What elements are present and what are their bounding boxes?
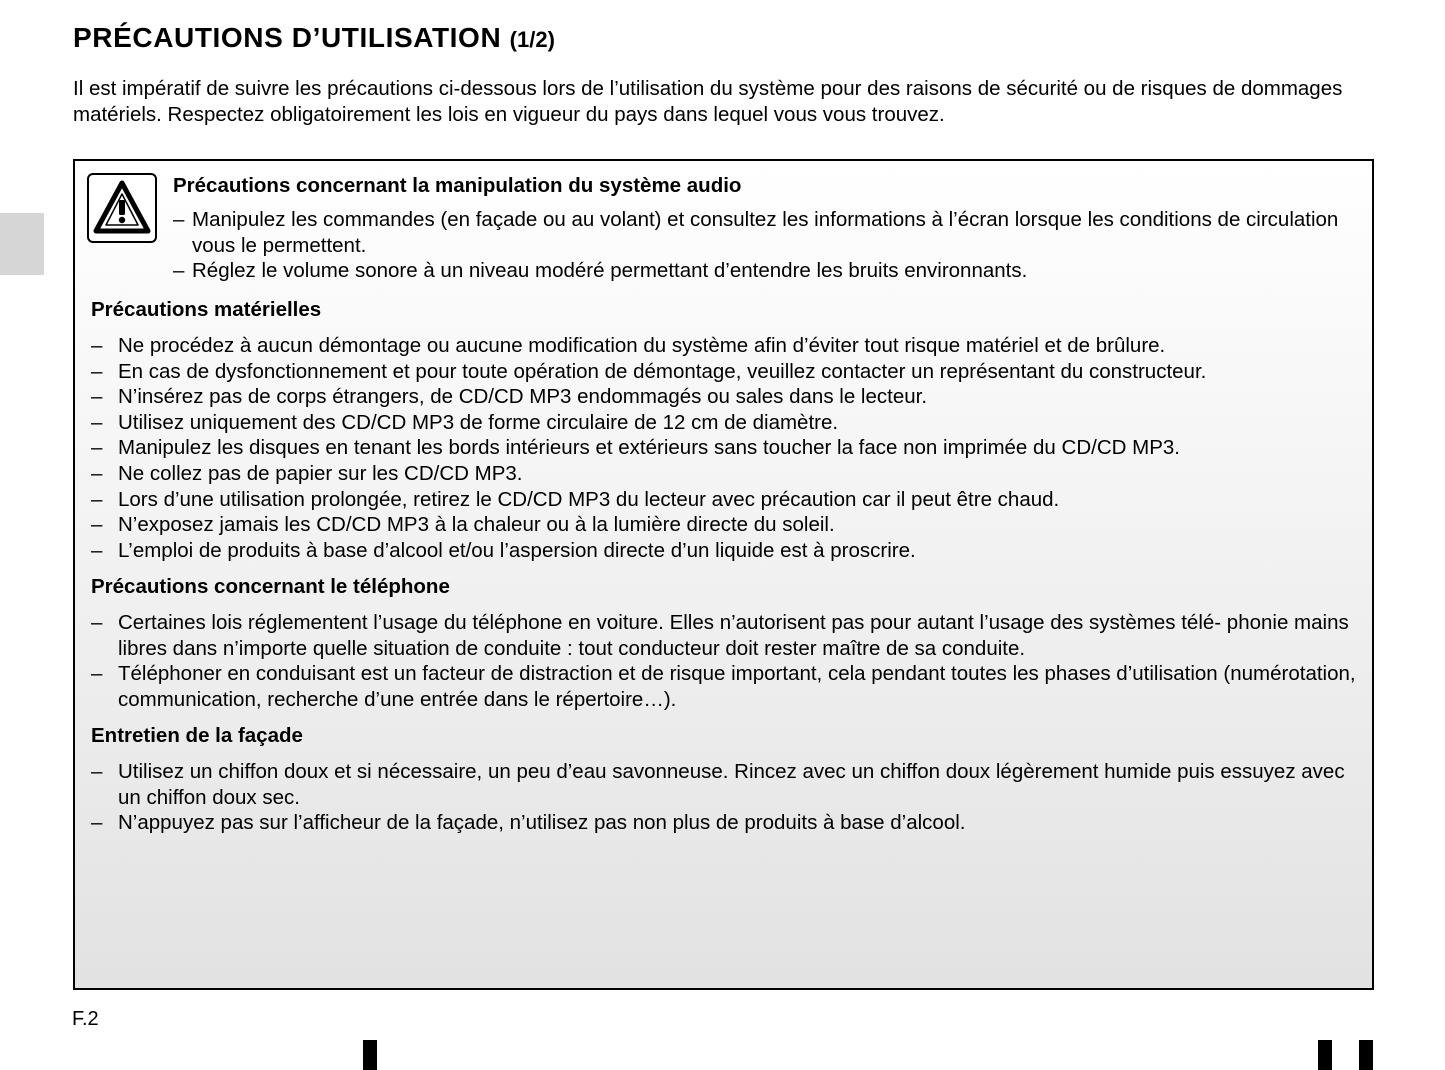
section-list [91, 333, 1361, 563]
page-part-indicator: (1/2) [509, 27, 555, 52]
list-item: – Lors d’une utilisation prolongée, retirez le CD/CD MP3 du lecteur avec précaution car il peut être chaud. [91, 487, 1361, 513]
crop-mark [1318, 1040, 1332, 1070]
warning-triangle-icon [87, 173, 157, 243]
list-item: – Ne procédez à aucun démontage ou aucune modification du système afin d’éviter tout risque matériel et de brûlure. [91, 333, 1361, 359]
list-item: – N’appuyez pas sur l’afficheur de la façade, n’utilisez pas non plus de produits à base d’alcool. [91, 810, 1361, 836]
list-item: – Manipulez les disques en tenant les bords intérieurs et extérieurs sans toucher la face non imprimée du CD/CD MP3. [91, 435, 1361, 461]
section-title: Précautions matérielles [91, 298, 322, 321]
crop-mark [363, 1040, 377, 1070]
list-item: – Certaines lois réglementent l’usage du téléphone en voiture. Elles n’autorisent pas pour autant l’usage des systèmes télé- phonie mains libres dans n’importe quelle situation de conduite : tout conducteur doit rester maître de sa conduite. [91, 610, 1361, 661]
section-phone-precautions [91, 574, 1361, 712]
section-list [91, 610, 1361, 712]
section-title: Entretien de la façade [91, 724, 303, 747]
list-item: – Utilisez un chiffon doux et si nécessaire, un peu d’eau savonneuse. Rincez avec un chiffon doux légèrement humide puis essuyez avec un chiffon doux sec. [91, 759, 1361, 810]
list-item: – Téléphoner en conduisant est un facteur de distraction et de risque important, cela pendant toutes les phases d’utilisation (numérotation, communication, recherche d’une entrée dans le répertoire…). [91, 661, 1361, 712]
list-item: – L’emploi de produits à base d’alcool et/ou l’aspersion directe d’un liquide est à proscrire. [91, 538, 1361, 564]
section-audio-handling [173, 173, 1363, 284]
intro-paragraph: Il est impératif de suivre les précautions ci-dessous lors de l’utilisation du système pour des raisons de sécurité ou de risques de dommages matériels. Respectez obligatoirement les lois en vigueur du pays dans lequel vous vous trouvez. [73, 77, 1343, 126]
section-title: Précautions concernant la manipulation du système audio [173, 174, 742, 197]
section-list [173, 207, 1363, 284]
precautions-box [73, 159, 1374, 990]
page-title [73, 22, 555, 54]
list-item: – En cas de dysfonctionnement et pour toute opération de démontage, veuillez contacter un représentant du constructeur. [91, 359, 1361, 385]
list-item: – Manipulez les commandes (en façade ou au volant) et consultez les informations à l’écran lorsque les conditions de circulation vous le permettent. [173, 207, 1363, 258]
crop-mark [1359, 1040, 1373, 1070]
section-facade-care [91, 723, 1361, 836]
page-number: F.2 [72, 1008, 99, 1030]
section-list [91, 759, 1361, 836]
list-item: – Utilisez uniquement des CD/CD MP3 de forme circulaire de 12 cm de diamètre. [91, 410, 1361, 436]
side-tab-marker [0, 213, 44, 275]
section-material-precautions [91, 297, 1361, 563]
list-item: – Ne collez pas de papier sur les CD/CD MP3. [91, 461, 1361, 487]
section-title: Précautions concernant le téléphone [91, 575, 450, 598]
page-title-text: PRÉCAUTIONS D’UTILISATION [73, 22, 502, 53]
list-item: – N’exposez jamais les CD/CD MP3 à la chaleur ou à la lumière directe du soleil. [91, 512, 1361, 538]
list-item: – Réglez le volume sonore à un niveau modéré permettant d’entendre les bruits environnants. [173, 258, 1363, 284]
list-item: – N’insérez pas de corps étrangers, de CD/CD MP3 endommagés ou sales dans le lecteur. [91, 384, 1361, 410]
